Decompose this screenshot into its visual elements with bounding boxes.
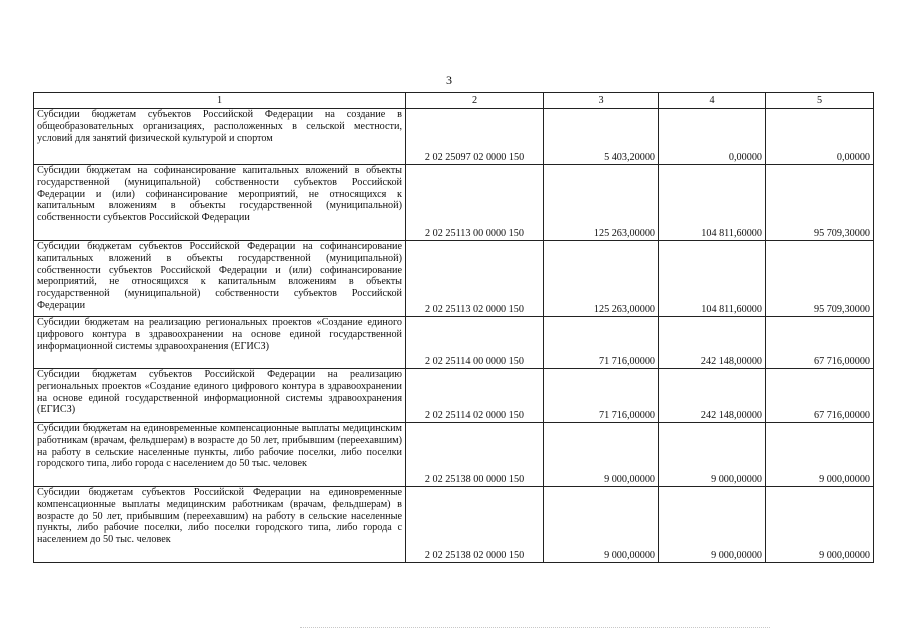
row-value-col4: 9 000,00000	[659, 423, 766, 487]
table-row	[34, 369, 874, 423]
header-row	[34, 93, 874, 109]
row-description: Субсидии бюджетам субъектов Российской Федерации на единовременные компенсационные выплаты медицинским работникам (врачам, фельдшерам) в возрасте до 50 лет, прибывшим (переехавшим) на работу в сельские населенные пункты, либо рабочие поселки, либо поселки городского типа, либо города с населением до 50 тыс. человек	[34, 487, 406, 563]
row-value-col4: 104 811,60000	[659, 165, 766, 241]
row-code: 2 02 25113 00 0000 150	[406, 165, 544, 241]
row-value-col4: 9 000,00000	[659, 487, 766, 563]
row-value-col5: 9 000,00000	[766, 487, 874, 563]
row-value-col5: 0,00000	[766, 109, 874, 165]
row-value-col4: 0,00000	[659, 109, 766, 165]
page-number: 3	[446, 73, 452, 87]
row-code: 2 02 25138 02 0000 150	[406, 487, 544, 563]
column-header-4: 4	[659, 93, 766, 109]
row-description: Субсидии бюджетам на единовременные компенсационные выплаты медицинским работникам (врачам, фельдшерам) в возрасте до 50 лет, прибывшим (переехавшим) на работу в сельские населенные пункты, либо рабочие поселки, либо поселки городского типа, либо города с населением до 50 тыс. человек	[34, 423, 406, 487]
row-value-col3: 71 716,00000	[544, 317, 659, 369]
row-value-col4: 242 148,00000	[659, 369, 766, 423]
row-value-col5: 95 709,30000	[766, 241, 874, 317]
row-code: 2 02 25097 02 0000 150	[406, 109, 544, 165]
table-row	[34, 317, 874, 369]
row-value-col3: 9 000,00000	[544, 423, 659, 487]
row-value-col5: 9 000,00000	[766, 423, 874, 487]
row-value-col5: 67 716,00000	[766, 317, 874, 369]
row-code: 2 02 25113 02 0000 150	[406, 241, 544, 317]
row-value-col3: 125 263,00000	[544, 165, 659, 241]
row-description: Субсидии бюджетам на софинансирование капитальных вложений в объекты государственной (муниципальной) собственности субъектов Российской Федерации и (или) софинансирование мероприятий, не относящихся к капитальным вложениям в объекты государственной (муниципальной) собственности субъектов Российской Федерации	[34, 165, 406, 241]
column-header-5: 5	[766, 93, 874, 109]
row-value-col3: 71 716,00000	[544, 369, 659, 423]
table-row	[34, 241, 874, 317]
row-code: 2 02 25138 00 0000 150	[406, 423, 544, 487]
row-value-col4: 242 148,00000	[659, 317, 766, 369]
row-description: Субсидии бюджетам субъектов Российской Федерации на реализацию региональных проектов «Создание единого цифрового контура в здравоохранении на основе единой государственной информационной системы здравоохранения (ЕГИСЗ)	[34, 369, 406, 423]
row-value-col3: 125 263,00000	[544, 241, 659, 317]
scan-artifact-line	[300, 627, 770, 628]
table-row	[34, 109, 874, 165]
row-value-col5: 95 709,30000	[766, 165, 874, 241]
budget-table	[33, 92, 874, 563]
row-description: Субсидии бюджетам на реализацию региональных проектов «Создание единого цифрового контура в здравоохранении на основе единой государственной информационной системы здравоохранения (ЕГИСЗ)	[34, 317, 406, 369]
row-description: Субсидии бюджетам субъектов Российской Федерации на создание в общеобразовательных организациях, расположенных в сельской местности, условий для занятий физической культурой и спортом	[34, 109, 406, 165]
row-value-col4: 104 811,60000	[659, 241, 766, 317]
row-description: Субсидии бюджетам субъектов Российской Федерации на софинансирование капитальных вложений в объекты государственной (муниципальной) собственности субъектов Российской Федерации и (или) софинансирование мероприятий, не относящихся к капитальным вложениям в объекты государственной (муниципальной) собственности субъектов Российской Федерации	[34, 241, 406, 317]
row-code: 2 02 25114 00 0000 150	[406, 317, 544, 369]
table-row	[34, 487, 874, 563]
column-header-3: 3	[544, 93, 659, 109]
row-value-col3: 5 403,20000	[544, 109, 659, 165]
column-header-1: 1	[34, 93, 406, 109]
row-code: 2 02 25114 02 0000 150	[406, 369, 544, 423]
table-row	[34, 165, 874, 241]
row-value-col3: 9 000,00000	[544, 487, 659, 563]
table-row	[34, 423, 874, 487]
row-value-col5: 67 716,00000	[766, 369, 874, 423]
column-header-2: 2	[406, 93, 544, 109]
